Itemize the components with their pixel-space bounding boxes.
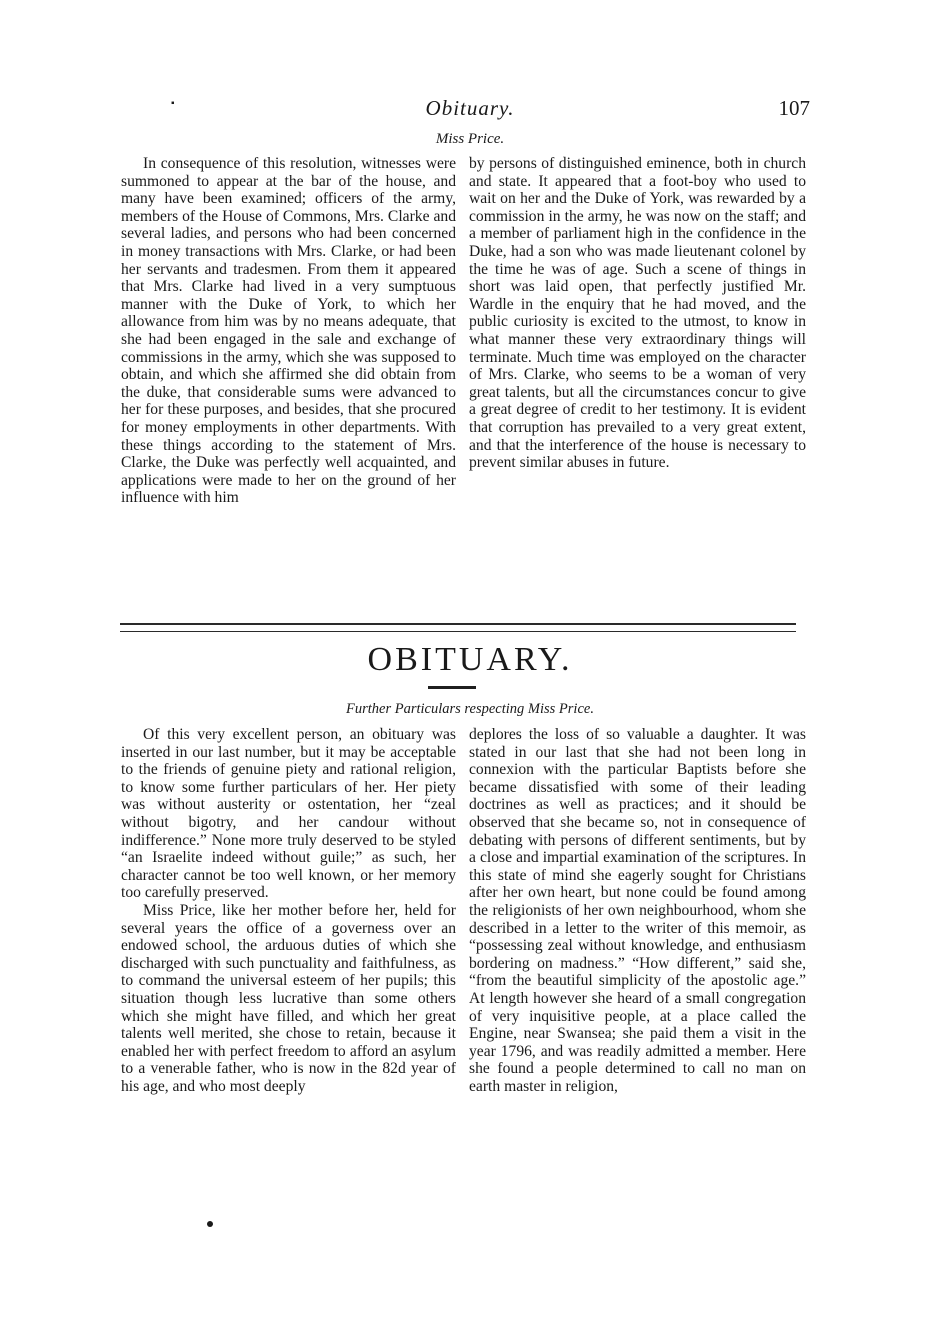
top-article-left-column (121, 155, 456, 507)
obituary-right-column (469, 726, 806, 1095)
stray-mark: ▪ (171, 98, 175, 109)
heading-underline-rule (428, 686, 476, 689)
top-article-right-text: by persons of distinguished eminence, both in church and state. It appeared that a foot-boy who used to wait on her and the Duke of York, was rewarded by a commission in the army, he was now on the staff; and a member of parliament high in the confidence in the Duke, had a son who was made lieutenant colonel by the time he was of age. Such a scene of things in short was laid open, that perfectly justified Mr. Wardle in the enquiry that he had moved, and the public curiosity is excited to the utmost, to know in what manner these very extraordinary things will terminate. Much time was employed on the character of Mrs. Clarke, who seems to be a woman of very great talents, but all the circumstances concur to give a great degree of credit to her testimony. It is evident that corruption has prevailed to a very great extent, and that the interference of the house is necessary to prevent similar abuses in future. (469, 155, 806, 472)
ink-dot-mark (207, 1221, 213, 1227)
section-divider-rule (120, 623, 796, 632)
obituary-heading: OBITUARY. (367, 641, 573, 678)
page-number: 107 (778, 96, 810, 120)
running-head-title: Obituary. (425, 96, 515, 120)
obituary-left-column (121, 726, 456, 1095)
obituary-paragraph-1: Of this very excellent person, an obituary was inserted in our last number, but it may be acceptable to the friends of genuine piety and rational religion, to know some further particulars of her. Her piety was without austerity or ostentation, her “zeal without bigotry, and her candour without indifference.” None more truly deserved to be styled “an Israelite indeed without guile;” as such, her character cannot be too well known, or her memory too carefully preserved. (121, 726, 456, 902)
top-article-right-column (469, 155, 806, 472)
top-article-left-text: In consequence of this resolution, witnesses were summoned to appear at the bar of the house, and many have been examined; officers of the army, members of the House of Commons, Mrs. Clarke and several ladies, and persons who had been concerned in money transactions with Mrs. Clarke, or had been her servants and tradesmen. From them it appeared that Mrs. Clarke had lived in a very sumptuous manner with the Duke of York, to which her allowance from him was by no means adequate, that she had been engaged in the sale and exchange of commissions in the army, which she was supposed to obtain, and which she affirmed she did obtain from the duke, that considerable sums were advanced to her for these purposes, and besides, that she procured for money employments in other departments. With these things according to the statement of Mrs. Clarke, the Duke was perfectly well acquainted, and applications were made to her on the ground of her influence with him (121, 155, 456, 507)
obituary-right-text: deplores the loss of so valuable a daughter. It was stated in our last that she had not been long in connexion with the particular Baptists before she became dissatisfied with some of their leading doctrines as well as practices; and it should be observed that she became so, not in consequence of debating with persons of different sentiments, but by a close and impartial examination of the scriptures. In this state of mind she eagerly sought for Christians after her own heart, but none could be found among the religionists of her own neighbourhood, whom she described in a letter to the writer of this memoir, as “possessing zeal without knowledge, and enthusiasm bordering on madness.” “How different,” said she, “from the beautiful simplicity of the apostolic age.” At length however she heard of a small congregation of very inquisitive people, at a place called the Engine, near Swansea; she paid them a visit in the year 1796, and was readily admitted a member. Here she found a people determined to call no man on earth master in religion, (469, 726, 806, 1095)
section-heading: Miss Price. (435, 131, 505, 147)
obituary-subheading: Further Particulars respecting Miss Price. (346, 701, 594, 717)
running-head (0, 96, 940, 126)
obituary-paragraph-2: Miss Price, like her mother before her, held for several years the office of a governess over an endowed school, the arduous duties of which she discharged with such punctuality and faithfulness, as to command the universal esteem of her pupils; this situation though less lucrative than some others which she might have filled, and which her great talents well merited, she chose to retain, because it enabled her with perfect freedom to afford an asylum to a venerable father, who is now in the 82d year of his age, and who most deeply (121, 901, 456, 1095)
